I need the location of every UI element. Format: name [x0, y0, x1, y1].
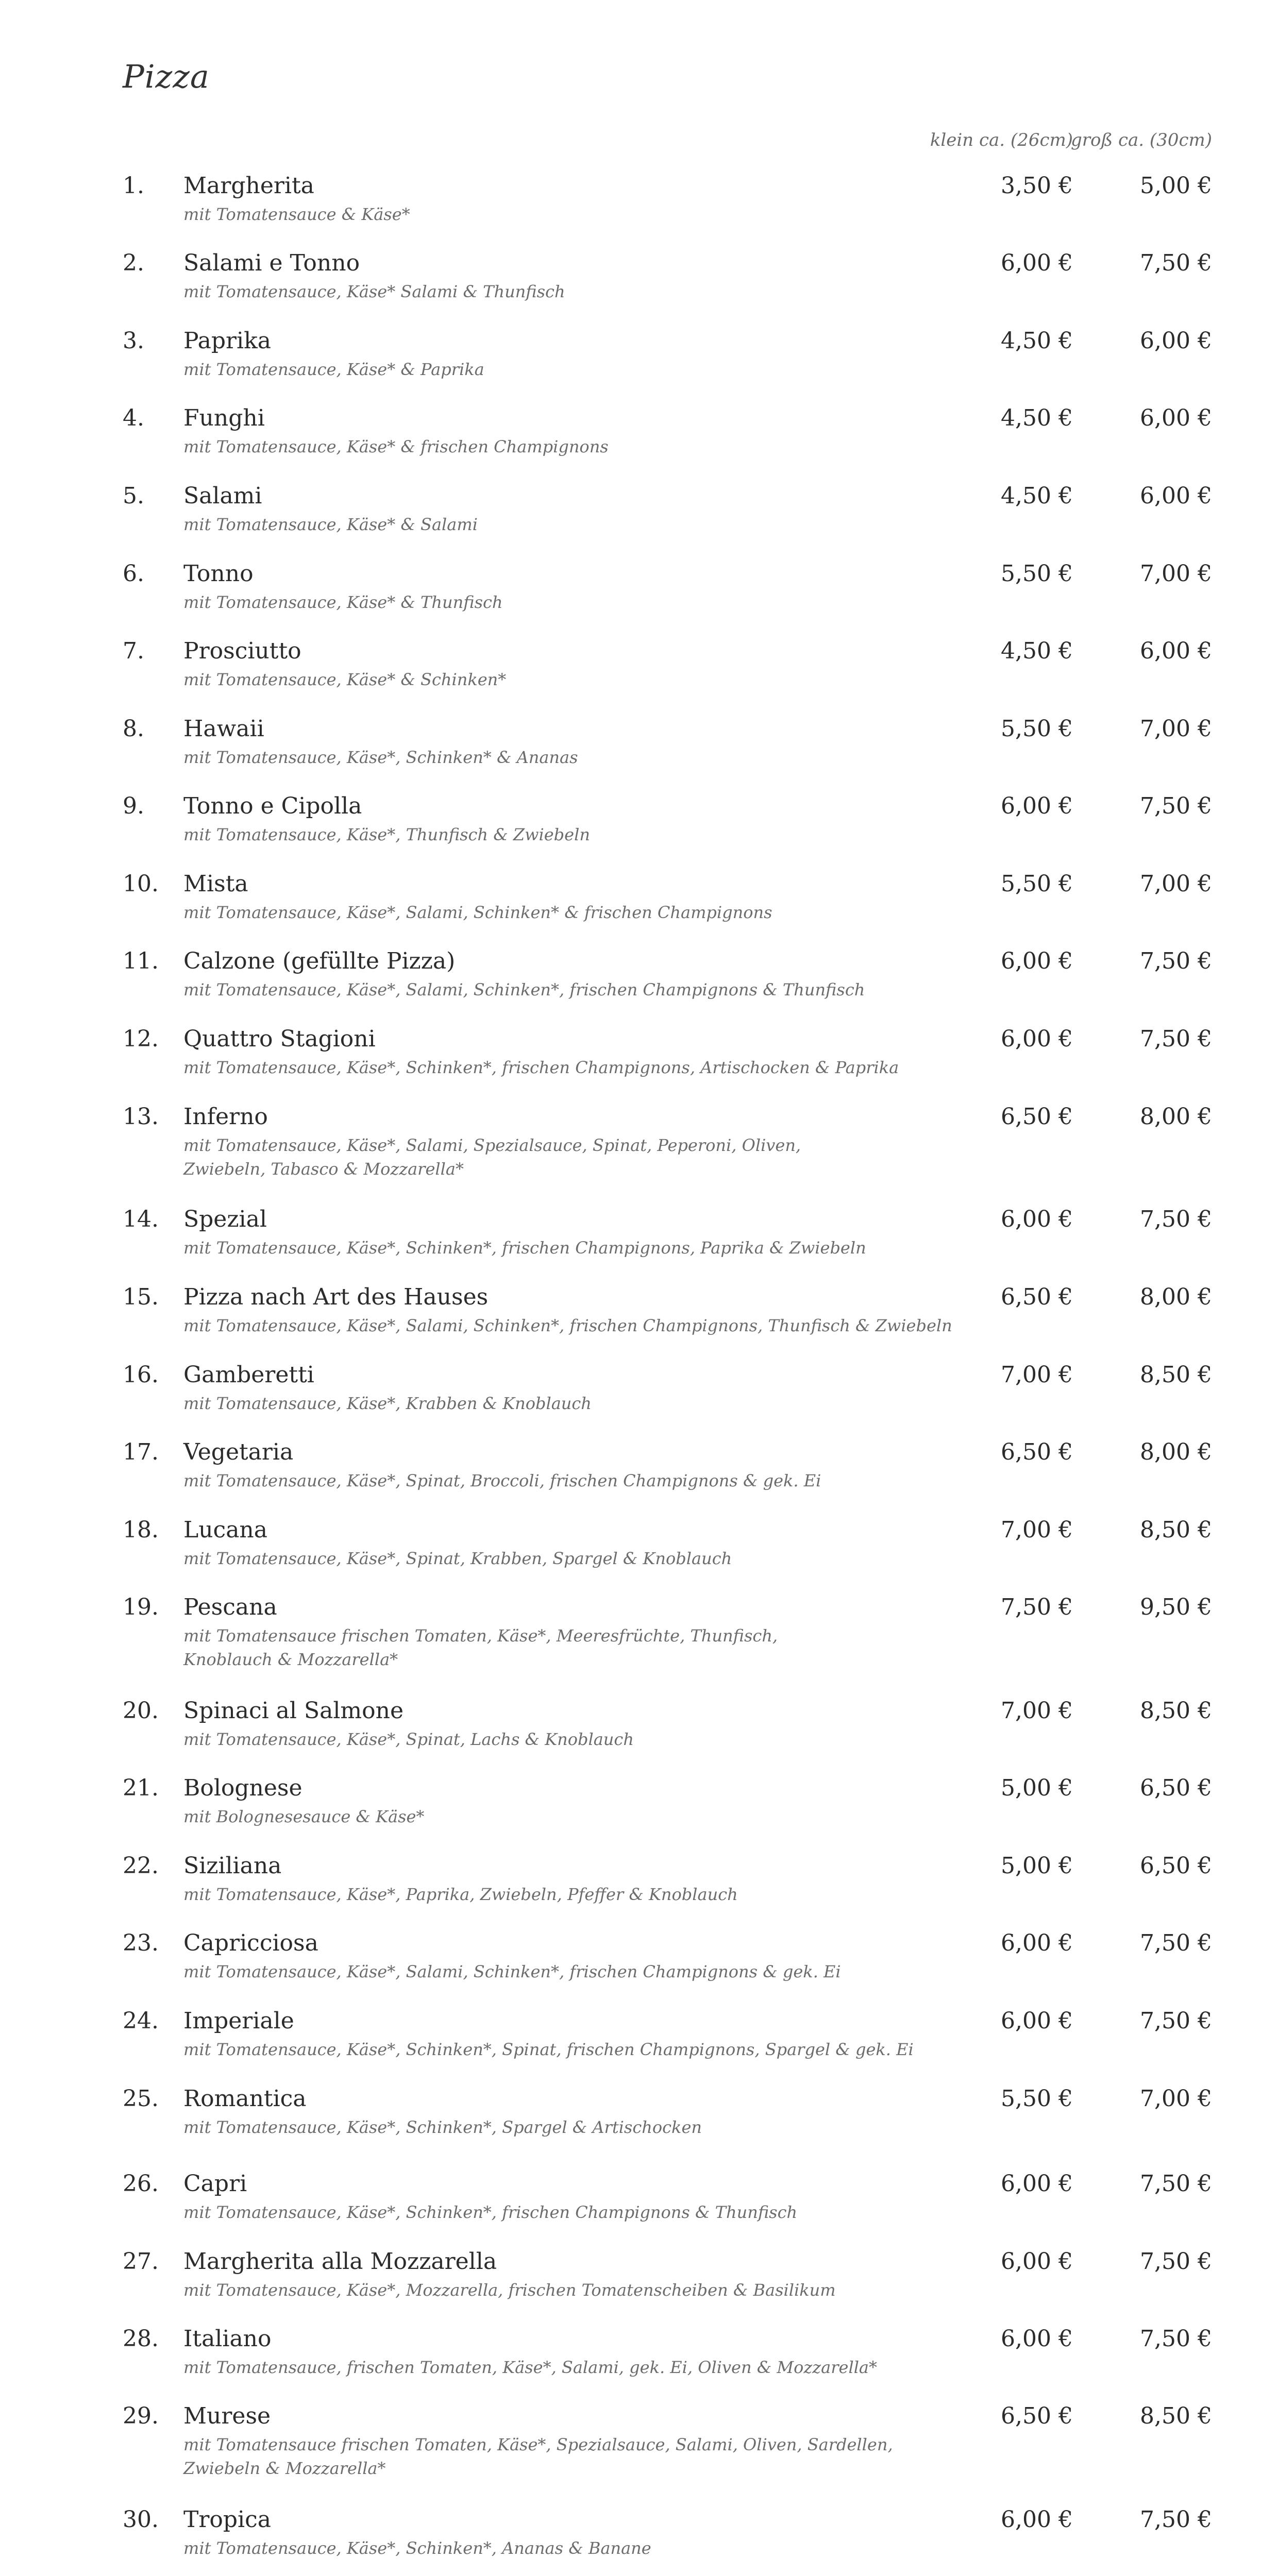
item-number: 2.	[123, 250, 144, 276]
item-description: mit Tomatensauce & Käse*	[183, 205, 410, 224]
item-name: Tropica	[183, 2506, 271, 2533]
item-name: Imperiale	[183, 2008, 294, 2034]
price-large: 7,00 €	[1140, 871, 1212, 897]
price-small: 6,00 €	[1001, 2248, 1073, 2275]
price-small: 6,00 €	[1001, 2171, 1073, 2197]
item-description: mit Tomatensauce, Käse*, Spinat, Krabben, Spargel & Knoblauch	[183, 1549, 732, 1568]
price-large: 7,50 €	[1140, 2326, 1212, 2352]
item-name: Calzone (gefüllte Pizza)	[183, 948, 456, 974]
item-description: mit Tomatensauce, Käse*, Salami, Schinken*, frischen Champignons, Thunfisch & Zwiebeln	[183, 1316, 952, 1335]
item-name: Paprika	[183, 328, 272, 354]
price-large: 8,00 €	[1140, 1284, 1212, 1310]
item-name: Quattro Stagioni	[183, 1026, 376, 1052]
item-description: mit Tomatensauce, Käse* & Schinken*	[183, 670, 507, 689]
price-large: 7,00 €	[1140, 561, 1212, 587]
price-small: 6,50 €	[1001, 1104, 1073, 1130]
item-description: mit Tomatensauce, Käse*, Schinken* & Ananas	[183, 748, 578, 767]
price-small: 6,00 €	[1001, 1206, 1073, 1232]
price-small: 5,50 €	[1001, 561, 1073, 587]
price-small: 5,50 €	[1001, 2086, 1073, 2112]
item-description: mit Tomatensauce, Käse*, Salami, Schinken* & frischen Champignons	[183, 903, 772, 922]
item-number: 23.	[123, 1930, 159, 1956]
price-large: 6,50 €	[1140, 1775, 1212, 1801]
item-number: 22.	[123, 1853, 159, 1879]
item-description: mit Tomatensauce, Käse* & frischen Champignons	[183, 437, 609, 456]
price-small: 6,00 €	[1001, 2506, 1073, 2533]
price-large: 7,50 €	[1140, 2248, 1212, 2275]
item-name: Margherita	[183, 173, 314, 199]
item-name: Prosciutto	[183, 638, 301, 664]
price-small: 5,00 €	[1001, 1775, 1073, 1801]
item-name: Margherita alla Mozzarella	[183, 2248, 497, 2275]
price-large: 8,00 €	[1140, 1439, 1212, 1465]
item-number: 16.	[123, 1362, 159, 1388]
price-large: 7,00 €	[1140, 2086, 1212, 2112]
price-large: 8,50 €	[1140, 1517, 1212, 1543]
item-description: mit Tomatensauce, Käse*, Salami, Schinken*, frischen Champignons & gek. Ei	[183, 1962, 841, 1981]
price-large: 5,00 €	[1140, 173, 1212, 199]
item-name: Hawaii	[183, 716, 264, 742]
item-number: 13.	[123, 1104, 159, 1130]
item-name: Gamberetti	[183, 1362, 314, 1388]
item-description: mit Tomatensauce frischen Tomaten, Käse*, Spezialsauce, Salami, Oliven, Sardellen, Zwiebeln & Mozzarella*	[183, 2435, 893, 2478]
price-large: 6,00 €	[1140, 405, 1212, 431]
item-description: mit Tomatensauce, Käse*, Schinken*, Spinat, frischen Champignons, Spargel & gek. Ei	[183, 2040, 914, 2059]
price-large: 6,00 €	[1140, 483, 1212, 509]
item-name: Vegetaria	[183, 1439, 294, 1465]
price-small: 5,50 €	[1001, 716, 1073, 742]
item-description: mit Bolognesesauce & Käse*	[183, 1807, 425, 1826]
price-large: 7,00 €	[1140, 716, 1212, 742]
item-number: 7.	[123, 638, 144, 664]
item-name: Pescana	[183, 1594, 277, 1620]
item-number: 9.	[123, 793, 144, 819]
item-description: mit Tomatensauce, Käse* Salami & Thunfisch	[183, 282, 565, 301]
item-description: mit Tomatensauce, Käse*, Mozzarella, frischen Tomatenscheiben & Basilikum	[183, 2280, 836, 2300]
price-small: 6,00 €	[1001, 1026, 1073, 1052]
item-description: mit Tomatensauce, Käse*, Krabben & Knoblauch	[183, 1394, 592, 1413]
item-description: mit Tomatensauce, Käse*, Spinat, Broccoli, frischen Champignons & gek. Ei	[183, 1471, 821, 1490]
price-large: 6,00 €	[1140, 328, 1212, 354]
price-small: 4,50 €	[1001, 483, 1073, 509]
price-large: 6,00 €	[1140, 638, 1212, 664]
item-number: 28.	[123, 2326, 159, 2352]
item-name: Inferno	[183, 1104, 268, 1130]
column-header-small: klein ca. (26cm)	[930, 130, 1073, 150]
price-large: 7,50 €	[1140, 1930, 1212, 1956]
item-description: mit Tomatensauce, Käse*, Thunfisch & Zwiebeln	[183, 825, 590, 844]
item-description: mit Tomatensauce, Käse*, Schinken*, frischen Champignons, Artischocken & Paprika	[183, 1058, 899, 1077]
price-small: 6,50 €	[1001, 2403, 1073, 2429]
price-large: 6,50 €	[1140, 1853, 1212, 1879]
item-name: Salami	[183, 483, 262, 509]
price-small: 3,50 €	[1001, 173, 1073, 199]
item-number: 24.	[123, 2008, 159, 2034]
item-description: mit Tomatensauce, Käse*, Paprika, Zwiebeln, Pfeffer & Knoblauch	[183, 1885, 738, 1904]
price-small: 6,50 €	[1001, 1284, 1073, 1310]
price-large: 9,50 €	[1140, 1594, 1212, 1620]
item-name: Capri	[183, 2171, 247, 2197]
item-number: 15.	[123, 1284, 159, 1310]
item-name: Tonno e Cipolla	[183, 793, 362, 819]
item-number: 8.	[123, 716, 144, 742]
item-number: 5.	[123, 483, 144, 509]
price-small: 6,00 €	[1001, 2326, 1073, 2352]
item-description: mit Tomatensauce, Käse*, Salami, Spezialsauce, Spinat, Peperoni, Oliven, Zwiebeln, Tabasco & Mozzarella*	[183, 1136, 801, 1179]
price-small: 5,50 €	[1001, 871, 1073, 897]
item-name: Bolognese	[183, 1775, 302, 1801]
price-small: 6,00 €	[1001, 1930, 1073, 1956]
price-small: 6,00 €	[1001, 250, 1073, 276]
price-small: 4,50 €	[1001, 405, 1073, 431]
item-number: 26.	[123, 2171, 159, 2197]
price-small: 7,00 €	[1001, 1362, 1073, 1388]
item-number: 21.	[123, 1775, 159, 1801]
price-large: 7,50 €	[1140, 2008, 1212, 2034]
item-name: Italiano	[183, 2326, 272, 2352]
item-number: 19.	[123, 1594, 159, 1620]
item-name: Siziliana	[183, 1853, 282, 1879]
item-number: 3.	[123, 328, 144, 354]
price-small: 6,00 €	[1001, 948, 1073, 974]
item-number: 17.	[123, 1439, 159, 1465]
price-large: 8,50 €	[1140, 1698, 1212, 1724]
price-large: 8,50 €	[1140, 1362, 1212, 1388]
price-small: 6,00 €	[1001, 2008, 1073, 2034]
item-description: mit Tomatensauce, Käse*, Spinat, Lachs & Knoblauch	[183, 1730, 634, 1749]
item-number: 30.	[123, 2506, 159, 2533]
item-number: 4.	[123, 405, 144, 431]
item-description: mit Tomatensauce, frischen Tomaten, Käse*, Salami, gek. Ei, Oliven & Mozzarella*	[183, 2358, 877, 2377]
item-number: 20.	[123, 1698, 159, 1724]
page-title: Pizza	[123, 58, 210, 95]
price-small: 4,50 €	[1001, 638, 1073, 664]
item-number: 25.	[123, 2086, 159, 2112]
price-large: 7,50 €	[1140, 793, 1212, 819]
item-number: 14.	[123, 1206, 159, 1232]
item-name: Murese	[183, 2403, 271, 2429]
price-large: 7,50 €	[1140, 250, 1212, 276]
item-name: Funghi	[183, 405, 265, 431]
price-small: 6,50 €	[1001, 1439, 1073, 1465]
item-number: 29.	[123, 2403, 159, 2429]
item-number: 27.	[123, 2248, 159, 2275]
price-small: 7,00 €	[1001, 1698, 1073, 1724]
item-name: Mista	[183, 871, 248, 897]
price-large: 7,50 €	[1140, 1026, 1212, 1052]
item-description: mit Tomatensauce, Käse* & Paprika	[183, 360, 484, 379]
item-name: Capricciosa	[183, 1930, 318, 1956]
item-name: Tonno	[183, 561, 254, 587]
item-description: mit Tomatensauce frischen Tomaten, Käse*, Meeresfrüchte, Thunfisch, Knoblauch & Mozzarella*	[183, 1626, 778, 1669]
item-name: Lucana	[183, 1517, 268, 1543]
item-description: mit Tomatensauce, Käse* & Thunfisch	[183, 592, 503, 612]
item-description: mit Tomatensauce, Käse*, Schinken*, frischen Champignons & Thunfisch	[183, 2202, 798, 2222]
item-description: mit Tomatensauce, Käse* & Salami	[183, 515, 478, 534]
price-large: 8,00 €	[1140, 1104, 1212, 1130]
price-small: 4,50 €	[1001, 328, 1073, 354]
price-large: 8,50 €	[1140, 2403, 1212, 2429]
item-name: Romantica	[183, 2086, 307, 2112]
item-description: mit Tomatensauce, Käse*, Schinken*, frischen Champignons, Paprika & Zwiebeln	[183, 1238, 866, 1258]
item-description: mit Tomatensauce, Käse*, Schinken*, Ananas & Banane	[183, 2538, 651, 2558]
column-header-large: groß ca. (30cm)	[1070, 130, 1212, 150]
item-number: 18.	[123, 1517, 159, 1543]
item-number: 6.	[123, 561, 144, 587]
price-small: 6,00 €	[1001, 793, 1073, 819]
price-large: 7,50 €	[1140, 2171, 1212, 2197]
item-number: 1.	[123, 173, 144, 199]
item-name: Spinaci al Salmone	[183, 1698, 403, 1724]
item-description: mit Tomatensauce, Käse*, Salami, Schinken*, frischen Champignons & Thunfisch	[183, 980, 865, 999]
item-number: 10.	[123, 871, 159, 897]
price-small: 7,50 €	[1001, 1594, 1073, 1620]
item-name: Salami e Tonno	[183, 250, 360, 276]
price-large: 7,50 €	[1140, 948, 1212, 974]
item-name: Pizza nach Art des Hauses	[183, 1284, 489, 1310]
item-name: Spezial	[183, 1206, 267, 1232]
item-number: 12.	[123, 1026, 159, 1052]
price-large: 7,50 €	[1140, 2506, 1212, 2533]
item-number: 11.	[123, 948, 159, 974]
price-large: 7,50 €	[1140, 1206, 1212, 1232]
price-small: 5,00 €	[1001, 1853, 1073, 1879]
price-small: 7,00 €	[1001, 1517, 1073, 1543]
item-description: mit Tomatensauce, Käse*, Schinken*, Spargel & Artischocken	[183, 2117, 702, 2137]
